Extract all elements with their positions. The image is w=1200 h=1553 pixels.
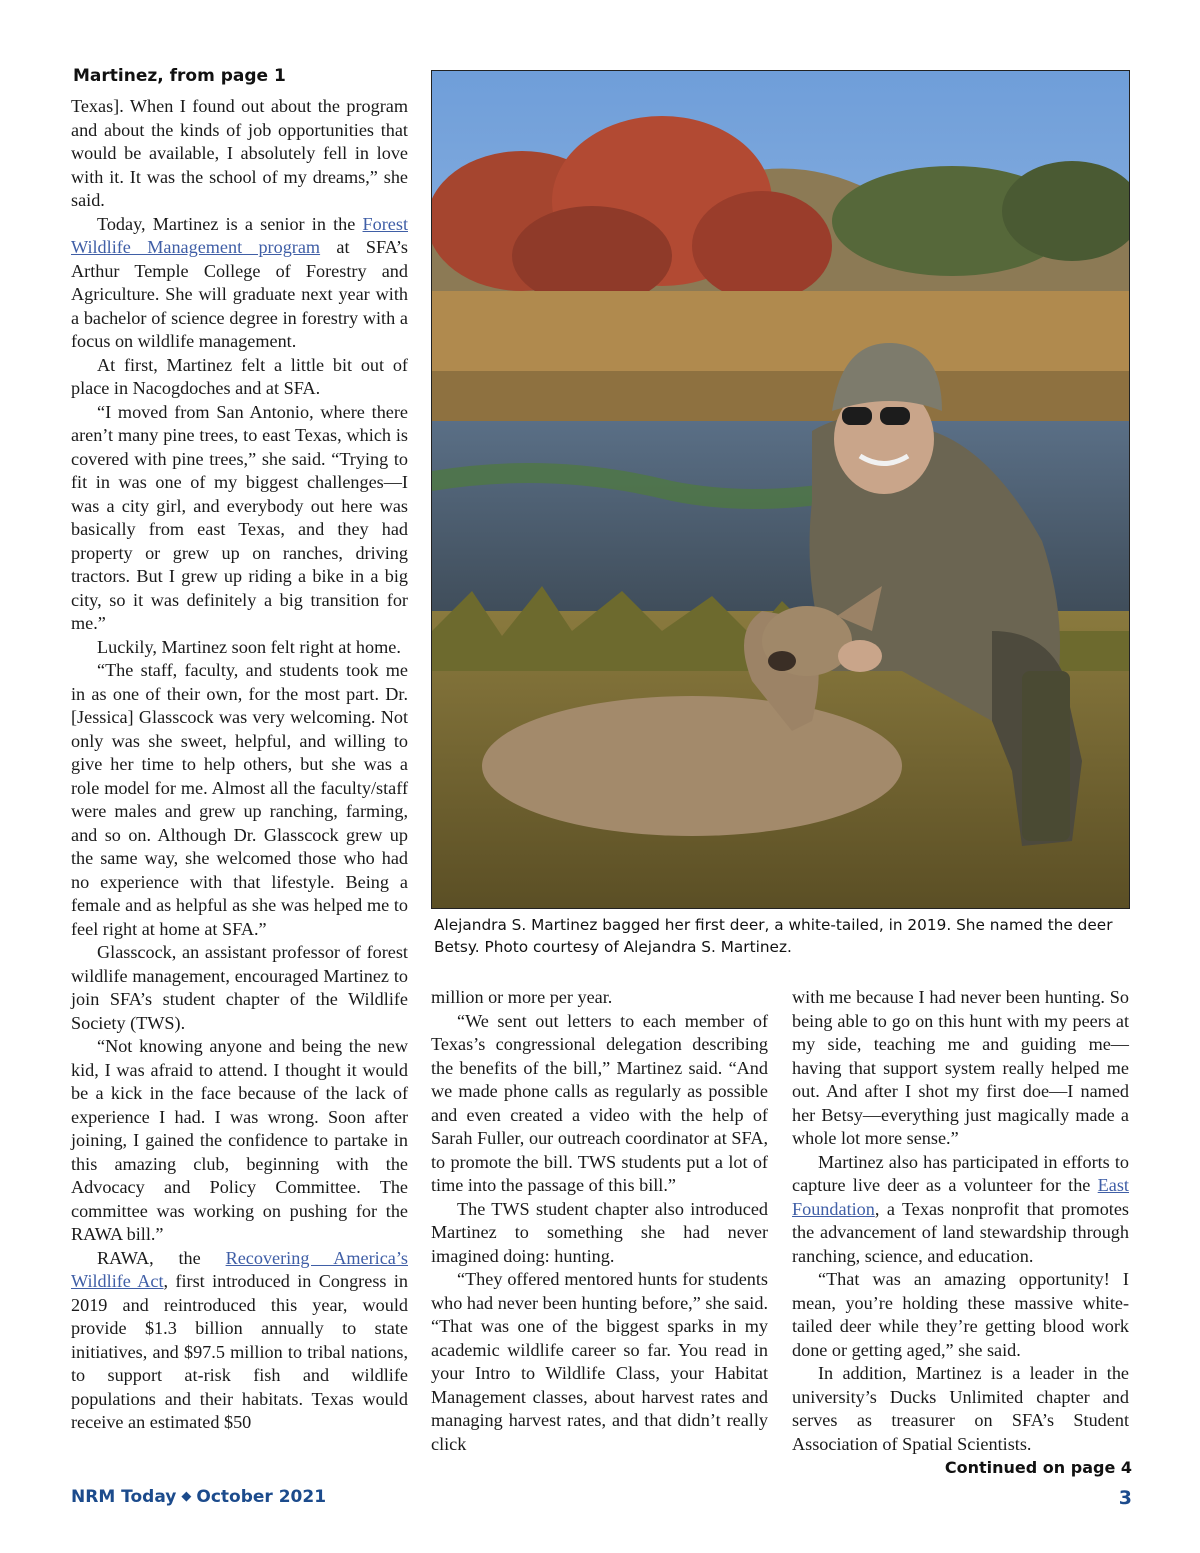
paragraph: “They offered mentored hunts for students who had never been hunting before,” she said. “That was one of the biggest sparks in my academic wildlife career so far. You read in your Intro to Wildlife Class, your Habitat Management classes, about harvest rates and managing harvest rates, and that didn’t really click — [431, 1269, 768, 1454]
diamond-separator-icon: ◆ — [181, 1489, 192, 1504]
page-number: 3 — [1118, 1487, 1132, 1509]
paragraph: “That was an amazing opportunity! I mean, you’re holding these massive white-tailed deer while they’re getting blood work done or getting aged,” she said. — [792, 1269, 1129, 1360]
paragraph-text: at SFA’s Arthur Temple College of Forestry and Agriculture. She will graduate next year with a bachelor of science degree in forestry with a focus on wildlife management. — [71, 237, 408, 351]
continued-notice: Continued on page 4 — [944, 1458, 1132, 1477]
paragraph — [792, 1151, 1129, 1269]
paragraph: The TWS student chapter also introduced Martinez to something she had never imagined doing: hunting. — [431, 1198, 768, 1266]
paragraph: “We sent out letters to each member of Texas’s congressional delegation describing the benefits of the bill,” Martinez said. “And we made phone calls as regularly as possible and even created a video with the help of Sarah Fuller, our outreach coordinator at SFA, to promote the bill. TWS students put a lot of time into the passage of this bill.” — [431, 1010, 768, 1195]
paragraph: Glasscock, an assistant professor of forest wildlife management, encouraged Martinez to join SFA’s student chapter of the Wildlife Society (TWS). — [71, 942, 408, 1033]
east-foundation-link[interactable]: East Foundation — [792, 1175, 1129, 1219]
article-column-3 — [792, 986, 1129, 1456]
paragraph: Texas]. When I found out about the program and about the kinds of job opportunities that would be available, I absolutely fell in love with it. It was the school of my dreams,” she said. — [71, 96, 408, 210]
page-footer — [71, 1487, 326, 1507]
paragraph: In addition, Martinez is a leader in the university’s Ducks Unlimited chapter and serves as treasurer on SFA’s Student Association of Spatial Scientists. — [792, 1363, 1129, 1454]
article-column-2 — [431, 986, 768, 1456]
paragraph-text: , a Texas nonprofit that promotes the advancement of land stewardship through ranching, science, and education. — [792, 1198, 1129, 1266]
photo-caption: Alejandra S. Martinez bagged her first deer, a white-tailed, in 2019. She named the deer Betsy. Photo courtesy of Alejandra S. Martinez. — [434, 916, 1113, 956]
paragraph-text: Today, Martinez is a senior in the — [97, 213, 363, 234]
paragraph: Luckily, Martinez soon felt right at home. — [97, 636, 401, 657]
paragraph: “I moved from San Antonio, where there aren’t many pine trees, to east Texas, which is covered with pine trees,” she said. “Trying to fit in was one of my biggest challenges—I was a city girl, and everybody out here was basically from east Texas, and they had property or grew up on ranches, driving tractors. But I grew up riding a bike in a big city, so it was definitely a big transition for me.” — [71, 401, 408, 633]
paragraph — [71, 213, 408, 354]
paragraph: “The staff, faculty, and students took me in as one of their own, for the most part. Dr. [Jessica] Glasscock was very welcoming. Not only was she sweet, helpful, and willing to give her time to help others, but she was a role model for me. Almost all the faculty/staff were males and grew up ranching, farming, and so on. Although Dr. Glasscock grew up the same way, she welcomed those who had no experience with that lifestyle. Being a female and as helpful as she was helped me to feel right at home at SFA.” — [71, 660, 408, 939]
paragraph: At first, Martinez felt a little bit out of place in Nacogdoches and at SFA. — [71, 354, 408, 398]
article-photo — [431, 70, 1130, 909]
paragraph: “Not knowing anyone and being the new kid, I was afraid to attend. I thought it would be a kick in the face because of the lack of experience I had. I was wrong. Soon after joining, I gained the confidence to partake in this amazing club, beginning with the Advocacy and Policy Committee. The committee was working on pushing for the RAWA bill.” — [71, 1036, 408, 1244]
paragraph — [71, 1247, 408, 1435]
paragraph-text: Martinez also has participated in efforts to capture live deer as a volunteer for the — [792, 1151, 1129, 1195]
issue-date: October 2021 — [196, 1487, 327, 1507]
paragraph-text: RAWA, the — [97, 1247, 226, 1268]
paragraph-text: , first introduced in Congress in 2019 and reintroduced this year, would provide $1.3 billion annually to state initiatives, and $97.5 million to tribal nations, to support at-risk fish and wildlife populations and their habitats. Texas would receive an estimated $50 — [71, 1271, 408, 1432]
forest-wildlife-program-link[interactable]: Forest Wildlife Management program — [71, 213, 408, 257]
publication-name: NRM Today — [71, 1487, 177, 1507]
paragraph: with me because I had never been hunting. So being able to go on this hunt with my peers at my side, teaching me and guiding me—having that support system really helped me out. And after I shot my first doe—I named her Betsy—everything just magically made a whole lot more sense.” — [792, 987, 1129, 1148]
article-column-1 — [71, 95, 408, 1435]
jump-headline: Martinez, from page 1 — [73, 66, 286, 86]
paragraph: million or more per year. — [431, 987, 613, 1007]
rawa-link[interactable]: Recovering America’s Wildlife Act — [71, 1247, 408, 1291]
